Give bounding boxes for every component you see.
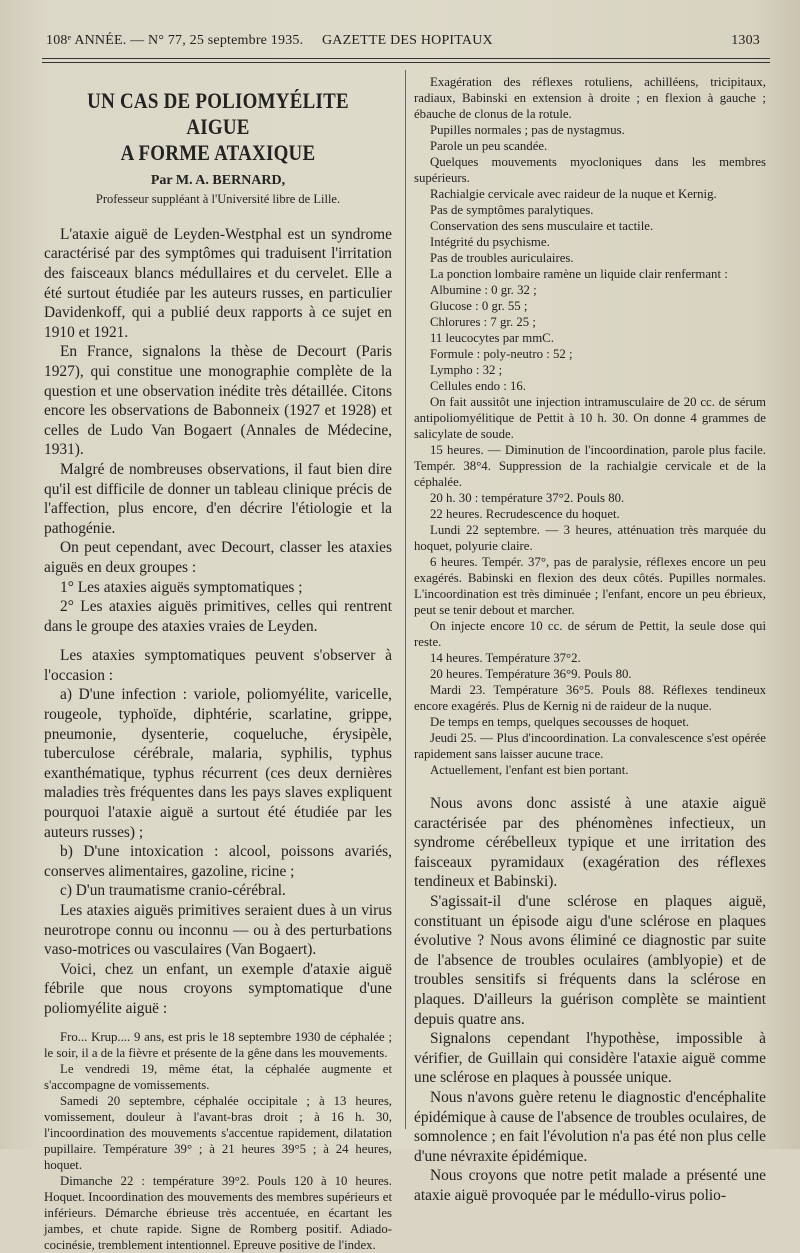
spacer	[44, 1019, 392, 1029]
discussion-encephalitis: Nous n'avons guère retenu le diagnostic d'encéphalite épidémique à cause de l'absence de troubles oculaires, de somnolence ; en fait l'évolution n'a pas été non plus celle d'une névraxite épidémique.	[414, 1088, 766, 1165]
observation-day-4: Dimanche 22 : température 39°2. Pouls 120 à 10 heures. Hoquet. Incoordination des mouvements des membres supérieurs et inférieurs. Démarche ébrieuse très accentuée, en écartant les jambes, et chute rapide. Signe de Romberg positif. Adiado-cocinésie, tremblement intentionnel. Epreuve positive de l'index.	[44, 1173, 392, 1252]
observation-day-1: Fro... Krup.... 9 ans, est pris le 18 septembre 1930 de céphalée ; le soir, il a de la fièvre et présente de la gêne dans les mouvements.	[44, 1029, 392, 1060]
article-title-line1: UN CAS DE POLIOMYÉLITE AIGUE	[87, 88, 349, 139]
lab-cellules: Cellules endo : 16.	[430, 379, 526, 393]
cause-intoxication: b) D'une intoxication : alcool, poissons avariés, conserves alimentaires, gazoline, ricine ;	[44, 843, 392, 880]
obs-reflexes: Exagération des réflexes rotuliens, achilléens, tricipitaux, radiaux, Babinski en extension à droite ; en flexion à gauche ; ébauche de clonus de la rotule.	[414, 75, 766, 121]
obs-22h: 22 heures. Recrudescence du hoquet.	[430, 507, 620, 521]
obs-thursday: Jeudi 25. — Plus d'incoordination. La convalescence s'est opérée rapidement sans laisser aucune trace.	[414, 731, 766, 761]
discussion-summary: Nous avons donc assisté à une ataxie aiguë caractérisée par des phénomènes infectieux, un syndrome cérébelleux typique et une irritation des faisceaux pyramidaux (exagération des réflexes tendineux et Babinski).	[414, 795, 766, 891]
page-number: 1303	[731, 33, 760, 48]
group-item-2: 2° Les ataxies aiguës primitives, celles qui rentrent dans le groupe des ataxies vraies de Leyden.	[44, 598, 392, 635]
obs-speech: Parole un peu scandée.	[430, 139, 548, 153]
observation-day-3: Samedi 20 septembre, céphalée occipitale ; à 13 heures, vomissement, douleur à l'avant-bras droit ; à 16 h. 30, l'incoordination des mouvements s'accentue rapidement, dilatation pupillaire. Température 39° ; à 21 heures 39°5 ; à 24 heures, hoquet.	[44, 1093, 392, 1172]
intro-paragraph: L'ataxie aiguë de Leyden-Westphal est un syndrome caractérisé par des symptômes qui traduisent l'irritation des faisceaux blancs médullaires et du cervelet. Elle a été surtout étudiée par les auteurs russes, en particulier Davidenkoff, qui a publié deux rapports à ce sujet en 1910 et 1921.	[44, 225, 392, 341]
obs-no-paralysis: Pas de symptômes paralytiques.	[430, 203, 594, 217]
obs-20h: 20 heures. Température 36°9. Pouls 80.	[430, 667, 632, 681]
header-rule-top	[42, 58, 770, 59]
obs-lumbar-puncture: La ponction lombaire ramène un liquide clair renfermant :	[430, 267, 728, 281]
obs-myoclonus: Quelques mouvements myocloniques dans les membres supérieurs.	[414, 155, 766, 185]
obs-rachialgia: Rachialgie cervicale avec raideur de la nuque et Kernig.	[430, 187, 717, 201]
obs-senses: Conservation des sens musculaire et tactile.	[430, 219, 654, 233]
obs-pupils: Pupilles normales ; pas de nystagmus.	[430, 123, 625, 137]
lab-lympho: Lympho : 32 ;	[430, 363, 503, 377]
discussion-guillain: Signalons cependant l'hypothèse, impossible à vérifier, de Guillain qui considère l'ataxie aiguë comme une sclérose en plaques à poussée unique.	[414, 1030, 766, 1087]
author-affiliation: Professeur suppléant à l'Université libre de Lille.	[95, 192, 341, 207]
column-divider	[405, 70, 406, 1129]
obs-psyche: Intégrité du psychisme.	[430, 235, 550, 249]
obs-auricular: Pas de troubles auriculaires.	[430, 251, 574, 265]
obs-20h30: 20 h. 30 : température 37°2. Pouls 80.	[430, 491, 625, 505]
classification-paragraph: On peut cependant, avec Decourt, classer les ataxies aiguës en deux groupes :	[44, 539, 392, 576]
obs-6h: 6 heures. Tempér. 37°, pas de paralysie, réflexes encore un peu exagérés. Babinski en flexion des deux côtés. Pupilles normales. L'incoordination est très diminuée ; l'enfant, encore un peu ébrieux, peut se tenir debout et marcher.	[414, 555, 766, 617]
case-intro-paragraph: Voici, chez un enfant, un exemple d'ataxie aiguë fébrile que nous croyons symptomatique d'une poliomyélite aiguë :	[44, 960, 392, 1017]
group-item-1: 1° Les ataxies aiguës symptomatiques ;	[60, 578, 303, 596]
france-paragraph: En France, signalons la thèse de Decourt (Paris 1927), qui constitue une monographie complète de la question et une observation inédite très détaillée. Citons encore les observations de Babonneix (1927 et 1928) et celles de Ludo Van Bogaert (Annales de Médecine, 1931).	[44, 343, 392, 459]
discussion-sclerosis: S'agissait-il d'une sclérose en plaques aiguë, constituant un épisode aigu d'une sclérose en plaques évolutive ? Nous avons éliminé ce diagnostic par suite de l'absence de troubles oculaires (amblyopie) et de troubles sensitifs si fréquents dans la sclérose en plaques. D'ailleurs la guérison complète se maintient depuis quatre ans.	[414, 892, 766, 1028]
obs-14h: 14 heures. Température 37°2.	[430, 651, 581, 665]
spacer	[414, 778, 766, 794]
lab-results	[414, 282, 766, 394]
article-heading	[44, 88, 392, 209]
article-title-line2: A FORME ATAXIQUE	[120, 140, 316, 165]
obs-hiccup: De temps en temps, quelques secousses de hoquet.	[430, 715, 690, 729]
difficulty-paragraph: Malgré de nombreuses observations, il faut bien dire qu'il est difficile de donner un tableau clinique précis de l'affection, plus encore, d'en décrire l'étiologie et la pathogénie.	[44, 460, 392, 537]
lab-glucose: Glucose : 0 gr. 55 ;	[430, 299, 528, 313]
lab-albumine: Albumine : 0 gr. 32 ;	[430, 283, 537, 297]
cause-infection: a) D'une infection : variole, poliomyélite, varicelle, rougeole, typhoïde, diphtérie, scarlatine, grippe, pneumonie, dysenterie, coqueluche, érysipèle, tuberculose cérébrale, malaria, syphilis, typhus exanthématique, typhus récurrent (ces deux dernières maladies très fréquentes dans les pays slaves expliquent pourquoi l'ataxie aiguë a surtout été étudiée par les auteurs russes) ;	[44, 686, 392, 841]
observation-day-2: Le vendredi 19, même état, la céphalée augmente et s'accompagne de vomissements.	[44, 1061, 392, 1092]
lab-leucocytes: 11 leucocytes par mmC.	[430, 331, 554, 345]
discussion-conclusion: Nous croyons que notre petit malade a présenté une ataxie aiguë provoquée par le médullo-virus polio-	[414, 1167, 766, 1204]
journal-name: GAZETTE DES HOPITAUX	[322, 33, 493, 48]
obs-tuesday: Mardi 23. Température 36°5. Pouls 88. Réflexes tendineux encore exagérés. Plus de Kernig ni de raideur de la nuque.	[414, 683, 766, 713]
obs-second-injection: On injecte encore 10 cc. de sérum de Pettit, la seule dose qui reste.	[414, 619, 766, 649]
obs-injection: On fait aussitôt une injection intramusculaire de 20 cc. de sérum antipoliomyélitique de Pettit à 10 h. 30. On donne 4 grammes de salicylate de soude.	[414, 395, 766, 441]
obs-current: Actuellement, l'enfant est bien portant.	[430, 763, 629, 777]
left-column	[44, 74, 392, 1253]
header-rule-bottom	[42, 62, 770, 63]
obs-monday: Lundi 22 septembre. — 3 heures, atténuation très marquée du hoquet, polyurie claire.	[414, 523, 766, 553]
running-header	[46, 33, 760, 53]
spacer	[44, 636, 392, 646]
right-column	[414, 74, 766, 1205]
symptomatic-intro: Les ataxies symptomatiques peuvent s'observer à l'occasion :	[44, 647, 392, 684]
obs-15h: 15 heures. — Diminution de l'incoordination, parole plus facile. Tempér. 38°4. Suppression de la rachialgie cervicale et de la céphalée.	[414, 443, 766, 489]
cause-trauma: c) D'un traumatisme cranio-cérébral.	[60, 882, 286, 900]
lab-formule: Formule : poly-neutro : 52 ;	[430, 347, 573, 361]
issue-info: 108ᵉ ANNÉE. — N° 77, 25 septembre 1935.	[46, 33, 304, 48]
primitive-ataxia-paragraph: Les ataxies aiguës primitives seraient dues à un virus neurotrope connu ou inconnu — ou à des perturbations vaso-motrices ou vasculaires (Van Bogaert).	[44, 902, 392, 959]
lab-chlorures: Chlorures : 7 gr. 25 ;	[430, 315, 536, 329]
article-author: Par M. A. BERNARD,	[150, 173, 286, 188]
